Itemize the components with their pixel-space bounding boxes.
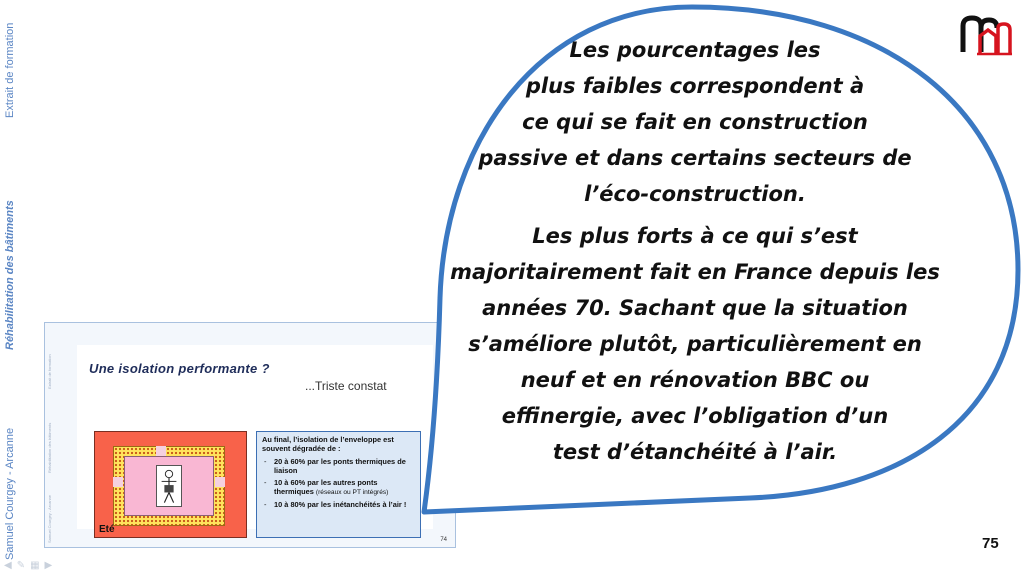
item-text: 10 à 80% par les inétanchéités à l’air ! (274, 500, 407, 510)
bubble-line: majoritairement fait en France depuis les (450, 260, 940, 284)
bubble-line: s’améliore plutôt, particulièrement en (468, 332, 922, 356)
bubble-line: Les plus forts à ce qui s’est (532, 224, 858, 248)
mini-side-author: Samuel Courgey - Arcanne (47, 494, 52, 543)
info-intro: Au final, l’isolation de l’enveloppe est souvent dégradée de : (262, 435, 394, 454)
arrow-right-icon[interactable]: ▶ (44, 560, 53, 571)
mini-side-extrait: Extrait de formation (47, 354, 52, 389)
sidebar-extrait-label: Extrait de formation (4, 22, 16, 118)
bubble-paragraph-2 (430, 218, 960, 470)
bubble-text (430, 32, 960, 470)
mini-side-rehab: Réhabilitation des bâtiments (47, 422, 52, 473)
item-text: 10 à 60% par les autres ponts thermiques (274, 478, 378, 497)
page-number: 75 (982, 535, 999, 552)
bubble-line: passive et dans certains secteurs de (478, 146, 912, 170)
sidebar-author-label: Samuel Courgey - Arcanne (4, 427, 16, 560)
bubble-line: plus faibles correspondent à (525, 74, 865, 98)
bubble-line: l’éco-construction. (584, 182, 806, 206)
embedded-slide-title: Une isolation performante ? (89, 361, 270, 376)
embedded-slide-subtitle: ...Triste constat (305, 379, 387, 393)
bubble-line: Les pourcentages les (569, 38, 821, 62)
item-note: (réseaux ou PT intégrés) (315, 489, 389, 497)
bubble-line: ce qui se fait en construction (522, 110, 868, 134)
bubble-paragraph-1 (430, 32, 960, 212)
sidebar-course-title: Réhabilitation des bâtiments (4, 200, 16, 350)
bubble-line: neuf et en rénovation BBC ou (520, 368, 870, 392)
slide-menu-icon[interactable]: ▦ (30, 560, 40, 571)
bubble-line: test d’étanchéité à l’air. (552, 440, 838, 464)
arrow-left-icon[interactable]: ◀ (4, 560, 12, 571)
bubble-line: années 70. Sachant que la situation (482, 296, 908, 320)
item-text: 20 à 60% par les ponts thermiques de liaison (274, 456, 406, 475)
embedded-slide-page-number: 74 (440, 537, 447, 543)
pencil-icon[interactable]: ✎ (16, 560, 26, 571)
season-label: Eté (99, 524, 115, 535)
slide-nav-controls (4, 560, 52, 571)
bubble-line: effinergie, avec l’obligation d’un (501, 404, 889, 428)
